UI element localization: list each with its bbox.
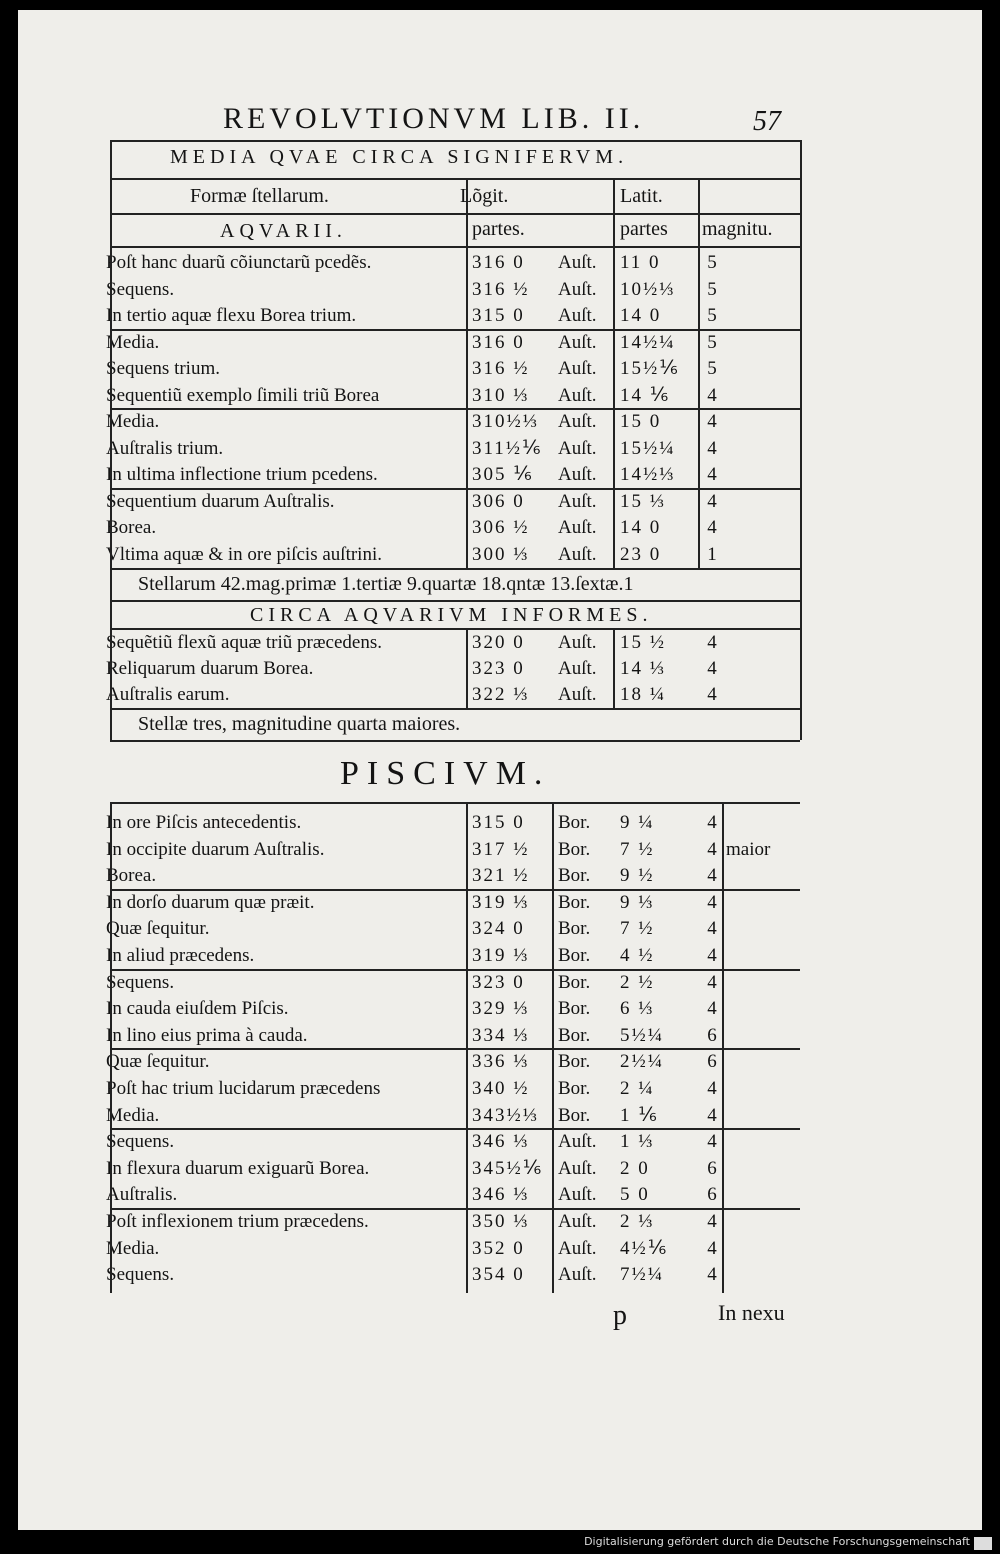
longitude: 334 ⅓: [472, 1024, 530, 1046]
latitude: 7½¼: [620, 1264, 664, 1286]
page-number: 57: [753, 106, 781, 137]
magnitude: 4: [707, 1104, 717, 1126]
star-name: Auſtralis earum.: [106, 684, 230, 705]
star-name: Poſt hac trium lucidarum præcedens: [106, 1078, 381, 1099]
longitude: 321 ½: [472, 865, 530, 887]
longitude: 320 0: [472, 632, 525, 653]
direction: Auſt.: [558, 1157, 597, 1179]
star-name: Borea.: [106, 517, 157, 538]
magnitude: 4: [707, 437, 717, 459]
latitude: 15 0: [620, 411, 662, 432]
longitude: 354 0: [472, 1264, 525, 1286]
direction: Auſt.: [558, 658, 597, 679]
table-row: [106, 996, 800, 1022]
longitude: 306 ½: [472, 517, 530, 538]
star-name: Poſt inflexionem trium præcedens.: [106, 1211, 369, 1232]
star-name: Poſt hanc duarũ cõiunctarũ pcedẽs.: [106, 252, 372, 273]
longitude: 350 ⅓: [472, 1211, 530, 1232]
star-name: Sequentiũ exemplo ſimili triũ Borea: [106, 384, 380, 406]
informes-summary: Stellæ tres, magnitudine quarta maiores.: [138, 713, 461, 735]
longitude: 315 0: [472, 812, 525, 833]
direction: Auſt.: [558, 464, 597, 485]
table-row: [106, 890, 800, 916]
longitude: 343½⅓: [472, 1104, 539, 1126]
star-name: Vltima aquæ & in ore piſcis auſtrini.: [106, 543, 382, 565]
latitude: 2 0: [620, 1157, 650, 1179]
star-name: Media.: [106, 1104, 160, 1126]
latitude: 2 ¼: [620, 1078, 655, 1099]
star-name: In flexura duarum exiguarũ Borea.: [106, 1157, 370, 1179]
longitude: 329 ⅓: [472, 998, 530, 1020]
table-row: [106, 1049, 800, 1075]
magnitude: 4: [707, 1131, 717, 1153]
longitude: 316 0: [472, 252, 525, 273]
latitude: 15 ½: [620, 632, 666, 653]
note: maior: [726, 838, 771, 860]
magnitude: 4: [707, 464, 717, 485]
direction: Auſt.: [558, 384, 597, 406]
direction: Auſt.: [558, 684, 597, 705]
signature-mark: p: [613, 1300, 627, 1331]
magnitude: 4: [707, 865, 717, 887]
longitude: 323 0: [472, 658, 525, 679]
table-row: [106, 1209, 800, 1235]
latitude: 1 ⅙: [620, 1104, 659, 1126]
direction: Auſt.: [558, 1131, 597, 1153]
longitude: 310 ⅓: [472, 384, 530, 406]
direction: Bor.: [558, 998, 591, 1020]
direction: Bor.: [558, 812, 591, 833]
table-row: [106, 1023, 800, 1049]
latitude: 14 0: [620, 517, 662, 538]
latitude: 5 0: [620, 1184, 650, 1206]
table-row: [106, 1076, 800, 1102]
latitude: 9 ½: [620, 865, 655, 887]
star-name: Media.: [106, 1237, 160, 1259]
header-partes-lat: partes: [620, 218, 668, 240]
catchword: In nexu: [718, 1300, 785, 1325]
magnitude: 4: [707, 384, 717, 406]
magnitude: 5: [707, 358, 717, 379]
star-name: Sequens trium.: [106, 358, 220, 379]
latitude: 15½⅙: [620, 358, 680, 379]
direction: Bor.: [558, 918, 591, 940]
longitude: 315 0: [472, 305, 525, 326]
magnitude: 4: [707, 632, 717, 653]
longitude: 319 ⅓: [472, 945, 530, 966]
star-name: Borea.: [106, 865, 157, 887]
latitude: 10½⅓: [620, 278, 676, 300]
piscium-title: PISCIVM.: [340, 755, 551, 792]
latitude: 9 ¼: [620, 812, 655, 833]
section-title: MEDIA QVAE CIRCA SIGNIFERVM.: [170, 146, 629, 168]
longitude: 345½⅙: [472, 1157, 544, 1179]
magnitude: 4: [707, 1078, 717, 1099]
direction: Bor.: [558, 865, 591, 887]
magnitude: 4: [707, 918, 717, 940]
magnitude: 5: [707, 252, 717, 273]
longitude: 340 ½: [472, 1078, 530, 1099]
magnitude: 4: [707, 945, 717, 966]
star-name: In occipite duarum Auſtralis.: [106, 838, 325, 860]
magnitude: 4: [707, 971, 717, 993]
magnitude: 4: [707, 891, 717, 913]
longitude: 336 ⅓: [472, 1051, 530, 1073]
star-name: Media.: [106, 331, 160, 353]
latitude: 6 ⅓: [620, 998, 655, 1020]
table-row: [106, 916, 800, 942]
aquarii-summary: Stellarum 42.mag.primæ 1.tertiæ 9.quartæ 18.qntæ 13.ſextæ.1: [138, 573, 634, 595]
direction: Bor.: [558, 1078, 591, 1099]
constellation-aquarii: AQVARII.: [220, 220, 347, 242]
direction: Bor.: [558, 838, 591, 860]
direction: Auſt.: [558, 411, 597, 432]
magnitude: 4: [707, 998, 717, 1020]
magnitude: 6: [707, 1024, 717, 1046]
direction: Bor.: [558, 971, 591, 993]
star-name: In lino eius prima à cauda.: [106, 1024, 308, 1046]
star-name: Sequens.: [106, 278, 175, 300]
latitude: 2 ⅓: [620, 1211, 655, 1232]
longitude: 300 ⅓: [472, 543, 530, 565]
magnitude: 1: [707, 543, 717, 565]
longitude: 319 ⅓: [472, 891, 530, 913]
magnitude: 6: [707, 1184, 717, 1206]
longitude: 311½⅙: [472, 437, 543, 459]
longitude: 317 ½: [472, 838, 530, 860]
direction: Auſt.: [558, 543, 597, 565]
header-latit: Latit.: [620, 185, 663, 207]
star-name: Reliquarum duarum Borea.: [106, 658, 314, 679]
table-row: [106, 863, 800, 889]
magnitude: 5: [707, 278, 717, 300]
direction: Bor.: [558, 945, 591, 966]
latitude: 11 0: [620, 252, 661, 273]
table-row: [106, 943, 800, 969]
latitude: 2 ½: [620, 971, 655, 993]
direction: Auſt.: [558, 1211, 597, 1232]
informes-title: CIRCA AQVARIVM INFORMES.: [250, 604, 653, 626]
table-row: [106, 1182, 800, 1208]
star-name: In aliud præcedens.: [106, 945, 255, 966]
star-name: Auſtralis trium.: [106, 437, 224, 459]
latitude: 7 ½: [620, 918, 655, 940]
magnitude: 4: [707, 1211, 717, 1232]
latitude: 18 ¼: [620, 684, 666, 705]
longitude: 316 ½: [472, 358, 530, 379]
star-name: Quæ ſequitur.: [106, 1051, 210, 1073]
latitude: 14 ⅙: [620, 384, 671, 406]
direction: Bor.: [558, 891, 591, 913]
latitude: 15½¼: [620, 437, 676, 459]
direction: Auſt.: [558, 517, 597, 538]
longitude: 316 0: [472, 331, 525, 353]
direction: Bor.: [558, 1051, 591, 1073]
dfg-logo: [974, 1537, 992, 1550]
magnitude: 4: [707, 838, 717, 860]
star-name: In ore Piſcis antecedentis.: [106, 812, 302, 833]
credit-line: Digitalisierung gefördert durch die Deutsche Forschungsgemeinschaft: [584, 1535, 970, 1548]
magnitude: 4: [707, 812, 717, 833]
table-row: [106, 1236, 800, 1262]
latitude: 14 0: [620, 305, 662, 326]
star-name: Sequens.: [106, 1131, 175, 1153]
table-row: [106, 1262, 800, 1288]
longitude: 316 ½: [472, 278, 530, 300]
latitude: 14 ⅓: [620, 658, 666, 679]
latitude: 14½⅓: [620, 464, 676, 485]
magnitude: 4: [707, 684, 717, 705]
latitude: 2½¼: [620, 1051, 664, 1073]
direction: Auſt.: [558, 632, 597, 653]
table-row: [106, 1103, 800, 1129]
star-name: Quæ ſequitur.: [106, 918, 210, 940]
magnitude: 6: [707, 1157, 717, 1179]
direction: Auſt.: [558, 252, 597, 273]
latitude: 1 ⅓: [620, 1131, 655, 1153]
direction: Auſt.: [558, 1184, 597, 1206]
star-name: In cauda eiuſdem Piſcis.: [106, 998, 289, 1020]
star-name: Media.: [106, 411, 160, 432]
table-row: [106, 1129, 800, 1155]
star-name: Sequẽtiũ flexũ aquæ triũ præcedens.: [106, 632, 382, 653]
latitude: 23 0: [620, 543, 662, 565]
table-row: [106, 810, 800, 836]
star-name: Sequens.: [106, 1264, 175, 1286]
longitude: 310½⅓: [472, 411, 539, 432]
direction: Bor.: [558, 1104, 591, 1126]
latitude: 5½¼: [620, 1024, 664, 1046]
magnitude: 4: [707, 490, 717, 512]
magnitude: 4: [707, 1237, 717, 1259]
piscium-table: [106, 10, 800, 1410]
direction: Auſt.: [558, 1264, 597, 1286]
magnitude: 4: [707, 411, 717, 432]
longitude: 323 0: [472, 971, 525, 993]
star-name: In ultima inflectione trium pcedens.: [106, 464, 378, 485]
latitude: 4 ½: [620, 945, 655, 966]
star-name: In tertio aquæ flexu Borea trium.: [106, 305, 357, 326]
longitude: 346 ⅓: [472, 1131, 530, 1153]
latitude: 4½⅙: [620, 1237, 669, 1259]
longitude: 346 ⅓: [472, 1184, 530, 1206]
header-formae: Formæ ſtellarum.: [190, 185, 329, 207]
latitude: 7 ½: [620, 838, 655, 860]
book-page: [18, 10, 982, 1530]
star-name: Sequens.: [106, 971, 175, 993]
latitude: 15 ⅓: [620, 490, 666, 512]
running-head: REVOLVTIONVM LIB. II.: [223, 102, 645, 135]
header-partes-long: partes.: [472, 218, 525, 240]
longitude: 324 0: [472, 918, 525, 940]
direction: Bor.: [558, 1024, 591, 1046]
table-row: [106, 837, 800, 863]
direction: Auſt.: [558, 437, 597, 459]
magnitude: 4: [707, 1264, 717, 1286]
latitude: 9 ⅓: [620, 891, 655, 913]
direction: Auſt.: [558, 331, 597, 353]
longitude: 305 ⅙: [472, 464, 534, 485]
magnitude: 4: [707, 658, 717, 679]
longitude: 352 0: [472, 1237, 525, 1259]
star-name: Sequentium duarum Auſtralis.: [106, 490, 335, 512]
direction: Auſt.: [558, 1237, 597, 1259]
longitude: 322 ⅓: [472, 684, 530, 705]
latitude: 14½¼: [620, 331, 676, 353]
direction: Auſt.: [558, 490, 597, 512]
direction: Auſt.: [558, 358, 597, 379]
magnitude: 4: [707, 517, 717, 538]
longitude: 306 0: [472, 490, 525, 512]
magnitude: 6: [707, 1051, 717, 1073]
header-magnitudo: magnitu.: [702, 218, 773, 240]
table-row: [106, 1156, 800, 1182]
direction: Auſt.: [558, 305, 597, 326]
header-longit: Lõgit.: [460, 185, 509, 207]
direction: Auſt.: [558, 278, 597, 300]
star-name: Auſtralis.: [106, 1184, 178, 1206]
table-row: [106, 970, 800, 996]
magnitude: 5: [707, 305, 717, 326]
magnitude: 5: [707, 331, 717, 353]
star-name: In dorſo duarum quæ præit.: [106, 891, 315, 913]
